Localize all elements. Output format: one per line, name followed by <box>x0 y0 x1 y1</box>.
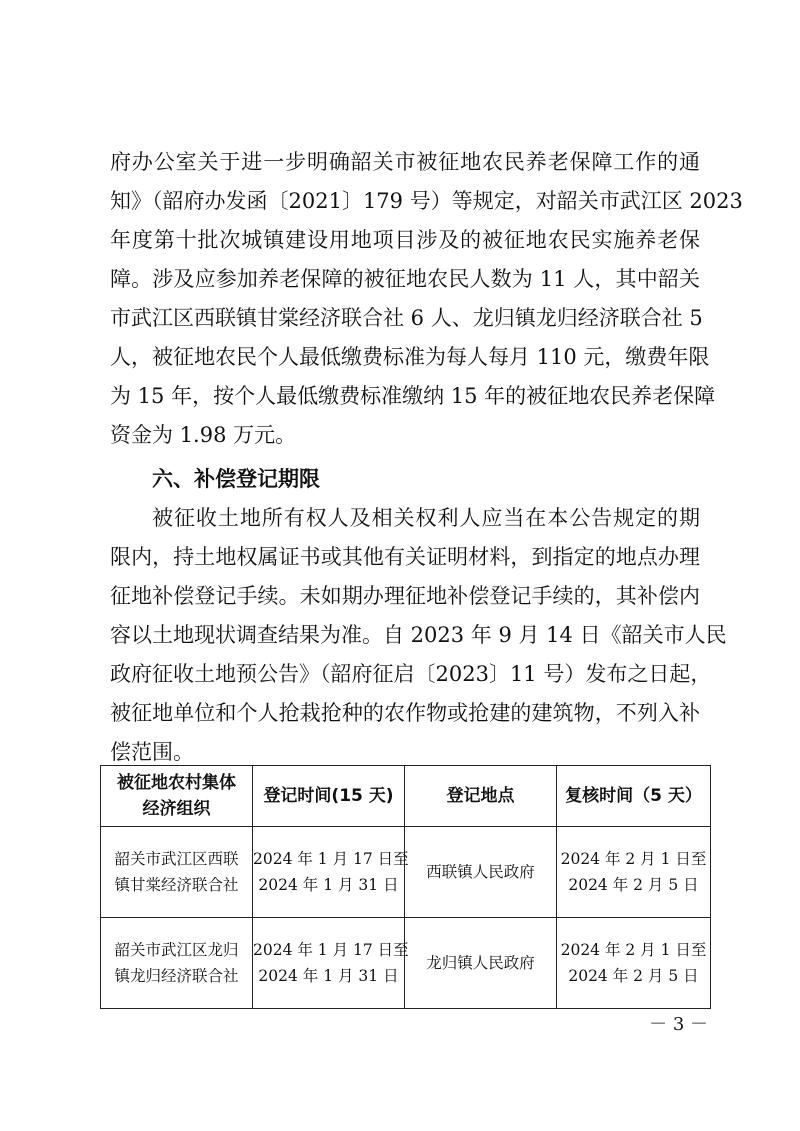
text-line: 知》（韶府办发函〔2021〕179 号）等规定，对韶关市武江区 2023 <box>110 189 743 213</box>
cell-place: 西联镇人民政府 <box>405 827 557 918</box>
cell-org: 韶关市武江区龙归 镇龙归经济联合社 <box>101 918 253 1009</box>
text-line: 征地补偿登记手续。未如期办理征地补偿登记手续的，其补偿内 <box>110 584 700 608</box>
registration-table <box>100 765 711 1009</box>
text-line: 资金为 1.98 万元。 <box>110 423 297 447</box>
cell-place: 龙归镇人民政府 <box>405 918 557 1009</box>
text-line: 市武江区西联镇甘棠经济联合社 6 人、龙归镇龙归经济联合社 5 <box>110 306 703 330</box>
paragraph-registration <box>110 499 727 772</box>
cell-reg-time: 2024 年 1 月 17 日至 2024 年 1 月 31 日 <box>253 918 405 1009</box>
header-reg-time: 登记时间(15 天) <box>253 766 405 827</box>
header-review-time: 复核时间（5 天） <box>557 766 711 827</box>
text-line: 为 15 年，按个人最低缴费标准缴纳 15 年的被征地农民养老保障 <box>110 384 716 408</box>
header-org: 被征地农村集体 经济组织 <box>101 766 253 827</box>
cell-org: 韶关市武江区西联 镇甘棠经济联合社 <box>101 827 253 918</box>
text-line: 障。涉及应参加养老保障的被征地农民人数为 11 人，其中韶关 <box>110 267 700 291</box>
text-line: 人，被征地农民个人最低缴费标准为每人每月 110 元，缴费年限 <box>110 345 710 369</box>
text-line: 年度第十批次城镇建设用地项目涉及的被征地农民实施养老保 <box>110 228 700 252</box>
text-line: 被征地单位和个人抢栽抢种的农作物或抢建的建筑物，不列入补 <box>110 701 700 725</box>
text-line: 府办公室关于进一步明确韶关市被征地农民养老保障工作的通 <box>110 150 700 174</box>
section-heading: 六、补偿登记期限 <box>152 467 320 491</box>
table-row <box>101 918 711 1009</box>
cell-review-time: 2024 年 2 月 1 日至 2024 年 2 月 5 日 <box>557 827 711 918</box>
cell-reg-time: 2024 年 1 月 17 日至 2024 年 1 月 31 日 <box>253 827 405 918</box>
text-line: 偿范围。 <box>110 740 194 764</box>
page-number: － 3 － <box>649 1014 708 1035</box>
text-line: 被征收土地所有权人及相关权利人应当在本公告规定的期 <box>152 506 700 530</box>
table-header-row <box>101 766 711 827</box>
paragraph-pension <box>110 143 743 455</box>
table-row <box>101 827 711 918</box>
text-line: 政府征收土地预公告》（韶府征启〔2023〕11 号）发布之日起， <box>110 662 712 686</box>
cell-review-time: 2024 年 2 月 1 日至 2024 年 2 月 5 日 <box>557 918 711 1009</box>
header-place: 登记地点 <box>405 766 557 827</box>
text-line: 限内，持土地权属证书或其他有关证明材料，到指定的地点办理 <box>110 545 700 569</box>
text-line: 容以土地现状调查结果为准。自 2023 年 9 月 14 日《韶关市人民 <box>110 623 727 647</box>
